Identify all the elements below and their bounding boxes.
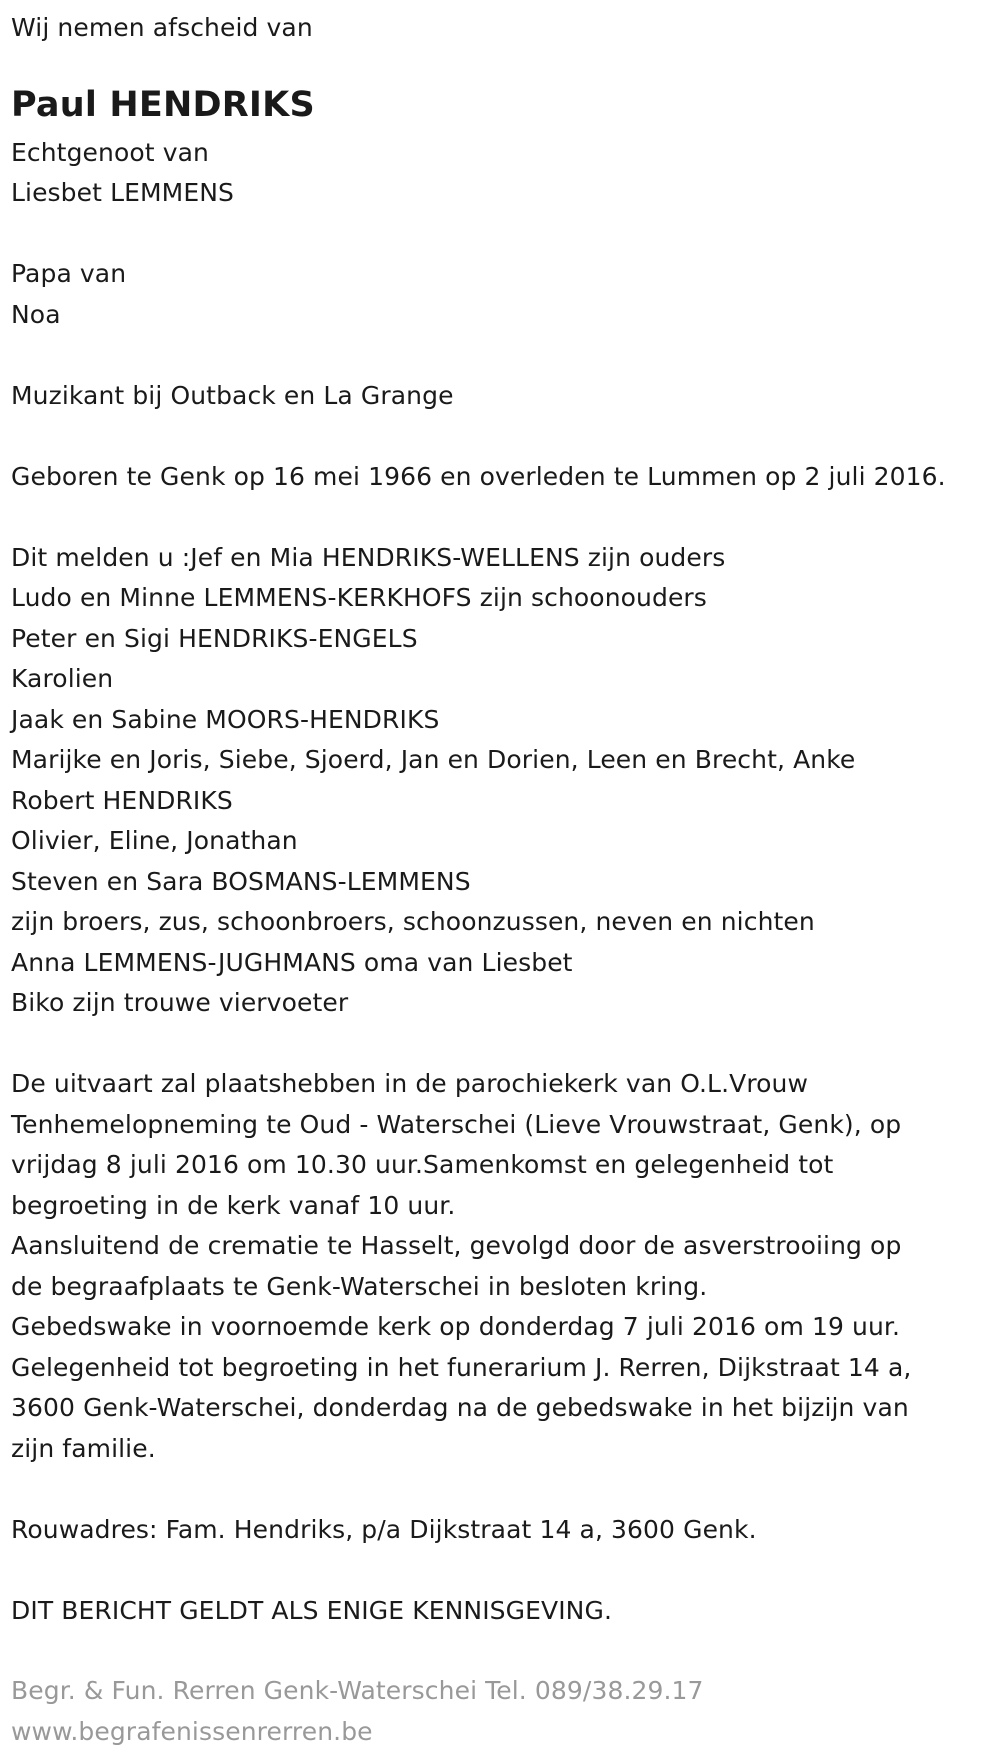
service-line: 3600 Genk-Waterschei, donderdag na de gebedswake in het bijzijn van: [11, 1388, 1000, 1429]
family-line: Marijke en Joris, Siebe, Sjoerd, Jan en Dorien, Leen en Brecht, Anke: [11, 740, 1000, 781]
funeral-home-info: Begr. & Fun. Rerren Genk-Waterschei Tel. 089/38.29.17: [11, 1671, 1000, 1712]
spacer: [11, 497, 1000, 538]
service-line: de begraafplaats te Genk-Waterschei in besloten kring.: [11, 1267, 1000, 1308]
family-line: Anna LEMMENS-JUGHMANS oma van Liesbet: [11, 943, 1000, 984]
family-line: Dit melden u :Jef en Mia HENDRIKS-WELLENS zijn ouders: [11, 538, 1000, 579]
spacer: [11, 1469, 1000, 1510]
service-line: zijn familie.: [11, 1429, 1000, 1470]
spouse-name: Liesbet LEMMENS: [11, 173, 1000, 214]
service-line: De uitvaart zal plaatshebben in de parochiekerk van O.L.Vrouw: [11, 1064, 1000, 1105]
occupation-text: Muzikant bij Outback en La Grange: [11, 376, 1000, 417]
family-line: Ludo en Minne LEMMENS-KERKHOFS zijn schoonouders: [11, 578, 1000, 619]
mourning-address: Rouwadres: Fam. Hendriks, p/a Dijkstraat 14 a, 3600 Genk.: [11, 1510, 1000, 1551]
spacer: [11, 1550, 1000, 1591]
service-line: Aansluitend de crematie te Hasselt, gevolgd door de asverstrooiing op: [11, 1226, 1000, 1267]
spacer: [11, 416, 1000, 457]
family-line: Karolien: [11, 659, 1000, 700]
parent-label: Papa van: [11, 254, 1000, 295]
spacer: [11, 214, 1000, 255]
deceased-name: Paul HENDRIKS: [11, 81, 1000, 129]
service-line: begroeting in de kerk vanaf 10 uur.: [11, 1186, 1000, 1227]
service-line: Tenhemelopneming te Oud - Waterschei (Lieve Vrouwstraat, Genk), op: [11, 1105, 1000, 1146]
family-list: [11, 538, 1000, 1024]
footer: [11, 1671, 1000, 1752]
service-line: Gelegenheid tot begroeting in het funerarium J. Rerren, Dijkstraat 14 a,: [11, 1348, 1000, 1389]
website-link[interactable]: www.begrafenissenrerren.be: [11, 1712, 1000, 1752]
notice-text: DIT BERICHT GELDT ALS ENIGE KENNISGEVING.: [11, 1591, 1000, 1632]
spacer: [11, 1024, 1000, 1065]
service-line: vrijdag 8 juli 2016 om 10.30 uur.Samenkomst en gelegenheid tot: [11, 1145, 1000, 1186]
family-line: zijn broers, zus, schoonbroers, schoonzussen, neven en nichten: [11, 902, 1000, 943]
family-line: Jaak en Sabine MOORS-HENDRIKS: [11, 700, 1000, 741]
life-dates-text: Geboren te Genk op 16 mei 1966 en overleden te Lummen op 2 juli 2016.: [11, 457, 1000, 498]
spouse-label: Echtgenoot van: [11, 133, 1000, 174]
family-line: Olivier, Eline, Jonathan: [11, 821, 1000, 862]
service-line: Gebedswake in voornoemde kerk op donderdag 7 juli 2016 om 19 uur.: [11, 1307, 1000, 1348]
family-line: Biko zijn trouwe viervoeter: [11, 983, 1000, 1024]
child-name: Noa: [11, 295, 1000, 336]
family-line: Robert HENDRIKS: [11, 781, 1000, 822]
family-line: Steven en Sara BOSMANS-LEMMENS: [11, 862, 1000, 903]
intro-text: Wij nemen afscheid van: [11, 8, 1000, 49]
service-details: [11, 1064, 1000, 1469]
spacer: [11, 335, 1000, 376]
family-line: Peter en Sigi HENDRIKS-ENGELS: [11, 619, 1000, 660]
